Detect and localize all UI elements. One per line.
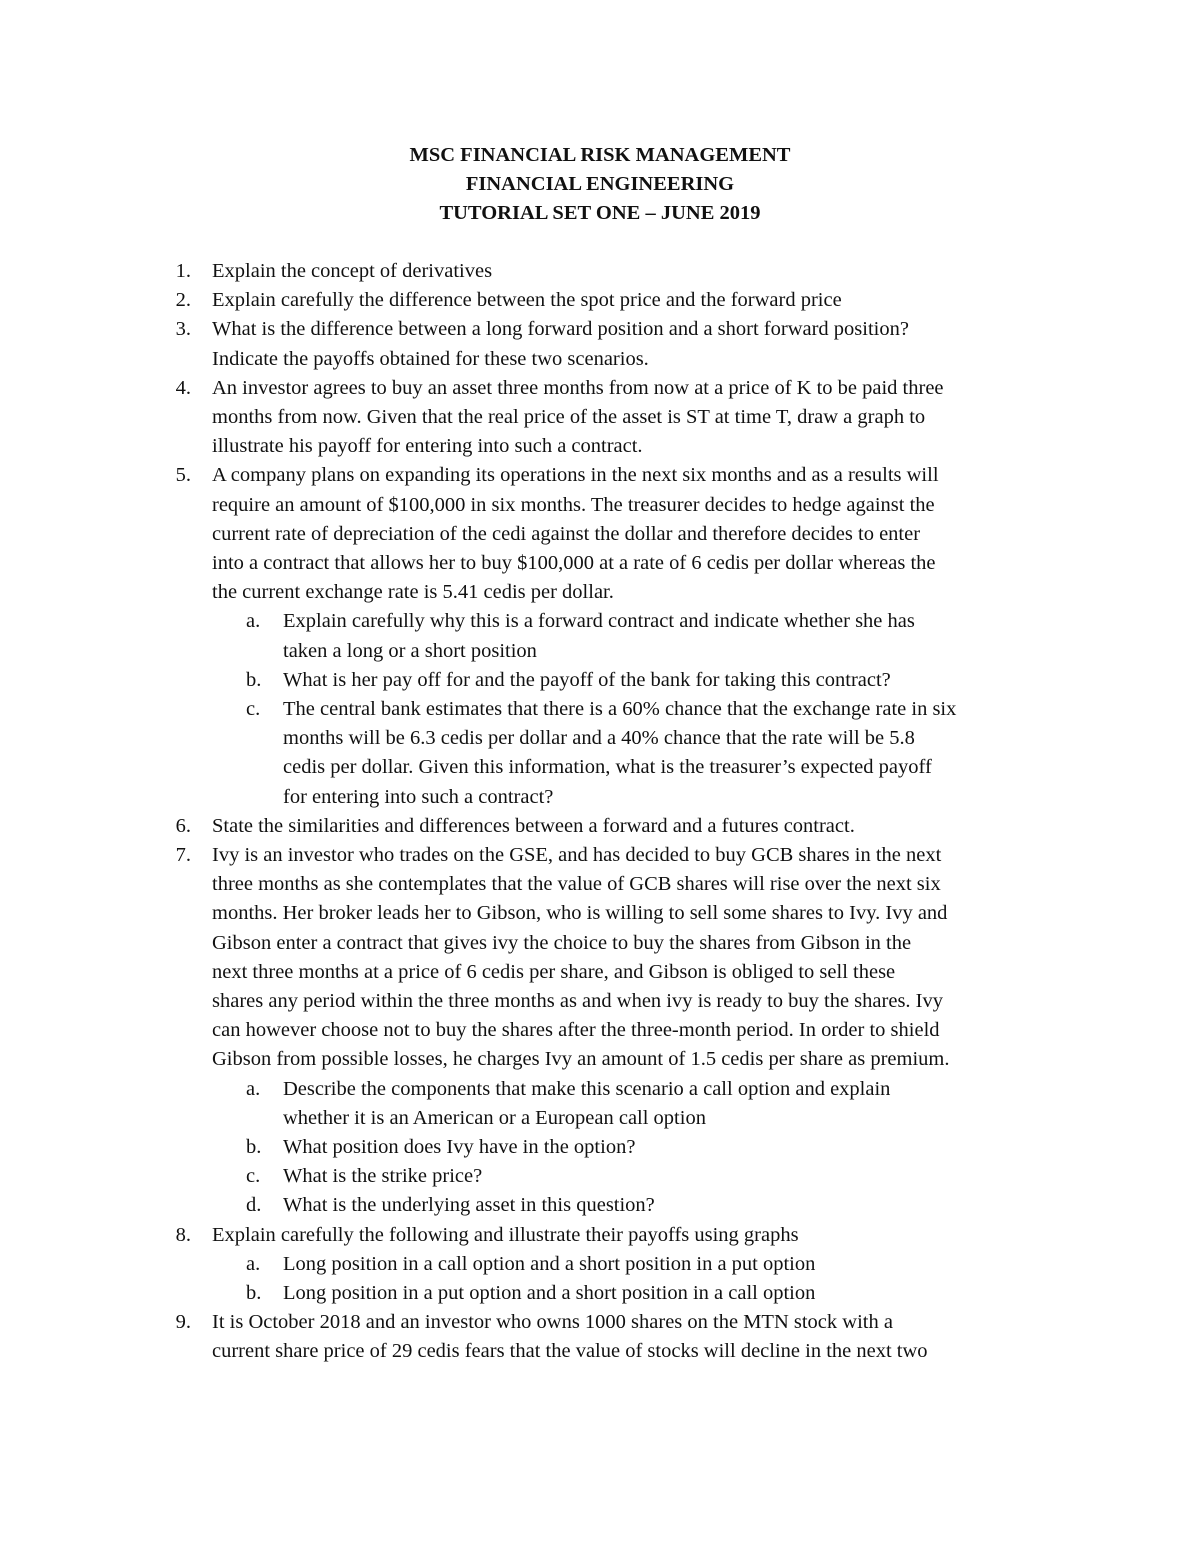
question-number: 3. xyxy=(175,318,191,341)
subquestion-text-line: taken a long or a short position xyxy=(283,639,537,662)
subquestion-text-line: What is her pay off for and the payoff of the bank for taking this contract? xyxy=(283,668,891,691)
subquestion-label: b. xyxy=(246,1282,262,1304)
question-text-line: require an amount of $100,000 in six months. The treasurer decides to hedge against the xyxy=(212,493,935,516)
subquestion-text-line: for entering into such a contract? xyxy=(283,785,554,808)
question-text-line: current rate of depreciation of the cedi against the dollar and therefore decides to enter xyxy=(212,522,921,545)
question-text-line: Explain the concept of derivatives xyxy=(212,260,493,282)
question-text-line: months. Her broker leads her to Gibson, who is willing to sell some shares to Ivy. Ivy and xyxy=(212,902,948,925)
subquestion-label: b. xyxy=(246,1136,262,1158)
subquestion-text-line: Long position in a put option and a short position in a call option xyxy=(283,1282,816,1304)
question-text-line: illustrate his payoff for entering into such a contract. xyxy=(212,435,643,458)
question-number: 7. xyxy=(175,844,191,866)
question-text-line: shares any period within the three months as and when ivy is ready to buy the shares. Ivy xyxy=(212,990,943,1012)
tutorial-title: TUTORIAL SET ONE – JUNE 2019 xyxy=(439,202,761,224)
question-text-line: Gibson enter a contract that gives ivy the choice to buy the shares from Gibson in the xyxy=(212,931,912,954)
subquestion-text-line: Explain carefully why this is a forward contract and indicate whether she has xyxy=(283,610,915,633)
subquestion-text-line: What is the underlying asset in this question? xyxy=(283,1194,655,1217)
question-text-line: Gibson from possible losses, he charges Ivy an amount of 1.5 cedis per share as premium. xyxy=(212,1048,950,1071)
question-text-line: current share price of 29 cedis fears that the value of stocks will decline in the next two xyxy=(212,1340,928,1363)
question-text-line: months from now. Given that the real price of the asset is ST at time T, draw a graph to xyxy=(212,406,926,428)
question-text-line: An investor agrees to buy an asset three months from now at a price of K to be paid three xyxy=(212,376,944,399)
question-text-line: What is the difference between a long forward position and a short forward position? xyxy=(212,318,909,341)
question-number: 4. xyxy=(175,376,191,399)
question-number: 1. xyxy=(175,260,191,282)
question-text-line: into a contract that allows her to buy $100,000 at a rate of 6 cedis per dollar whereas the xyxy=(212,552,936,574)
question-number: 9. xyxy=(175,1311,191,1334)
course-title: FINANCIAL ENGINEERING xyxy=(465,173,735,195)
question-text-line: Ivy is an investor who trades on the GSE, and has decided to buy GCB shares in the next xyxy=(212,844,942,866)
subquestion-text-line: months will be 6.3 cedis per dollar and a 40% chance that the rate will be 5.8 xyxy=(283,727,915,750)
subquestion-text-line: cedis per dollar. Given this information, what is the treasurer’s expected payoff xyxy=(283,756,932,779)
subquestion-label: c. xyxy=(246,698,261,720)
subquestion-text-line: Describe the components that make this scenario a call option and explain xyxy=(283,1077,891,1100)
question-text-line: Explain carefully the difference between the spot price and the forward price xyxy=(212,289,842,312)
subquestion-label: a. xyxy=(246,1252,261,1275)
subquestion-text-line: The central bank estimates that there is a 60% chance that the exchange rate in six xyxy=(283,698,957,720)
question-text-line: Explain carefully the following and illustrate their payoffs using graphs xyxy=(212,1223,799,1246)
question-number: 5. xyxy=(175,464,191,487)
question-text-line: the current exchange rate is 5.41 cedis per dollar. xyxy=(212,581,614,604)
question-text-line: State the similarities and differences between a forward and a futures contract. xyxy=(212,814,855,837)
subquestion-label: a. xyxy=(246,1077,261,1100)
question-text-line: A company plans on expanding its operations in the next six months and as a results will xyxy=(212,464,939,487)
question-text-line: can however choose not to buy the shares after the three-month period. In order to shield xyxy=(212,1019,940,1042)
subquestion-text-line: What position does Ivy have in the option? xyxy=(283,1136,636,1158)
question-number: 2. xyxy=(175,289,191,312)
subquestion-text-line: whether it is an American or a European call option xyxy=(283,1106,706,1129)
question-number: 6. xyxy=(175,814,191,837)
question-text-line: Indicate the payoffs obtained for these two scenarios. xyxy=(212,347,649,370)
subquestion-label: c. xyxy=(246,1165,261,1188)
subquestion-text-line: What is the strike price? xyxy=(283,1165,483,1188)
question-text-line: three months as she contemplates that the value of GCB shares will rise over the next six xyxy=(212,873,941,896)
subquestion-label: b. xyxy=(246,668,262,691)
question-number: 8. xyxy=(175,1223,191,1246)
subquestion-label: d. xyxy=(246,1194,262,1217)
question-text-line: It is October 2018 and an investor who owns 1000 shares on the MTN stock with a xyxy=(212,1311,893,1334)
subquestion-label: a. xyxy=(246,610,261,633)
question-text-line: next three months at a price of 6 cedis per share, and Gibson is obliged to sell these xyxy=(212,960,896,983)
subquestion-text-line: Long position in a call option and a short position in a put option xyxy=(283,1252,816,1275)
document-title: MSC FINANCIAL RISK MANAGEMENT xyxy=(409,144,791,166)
